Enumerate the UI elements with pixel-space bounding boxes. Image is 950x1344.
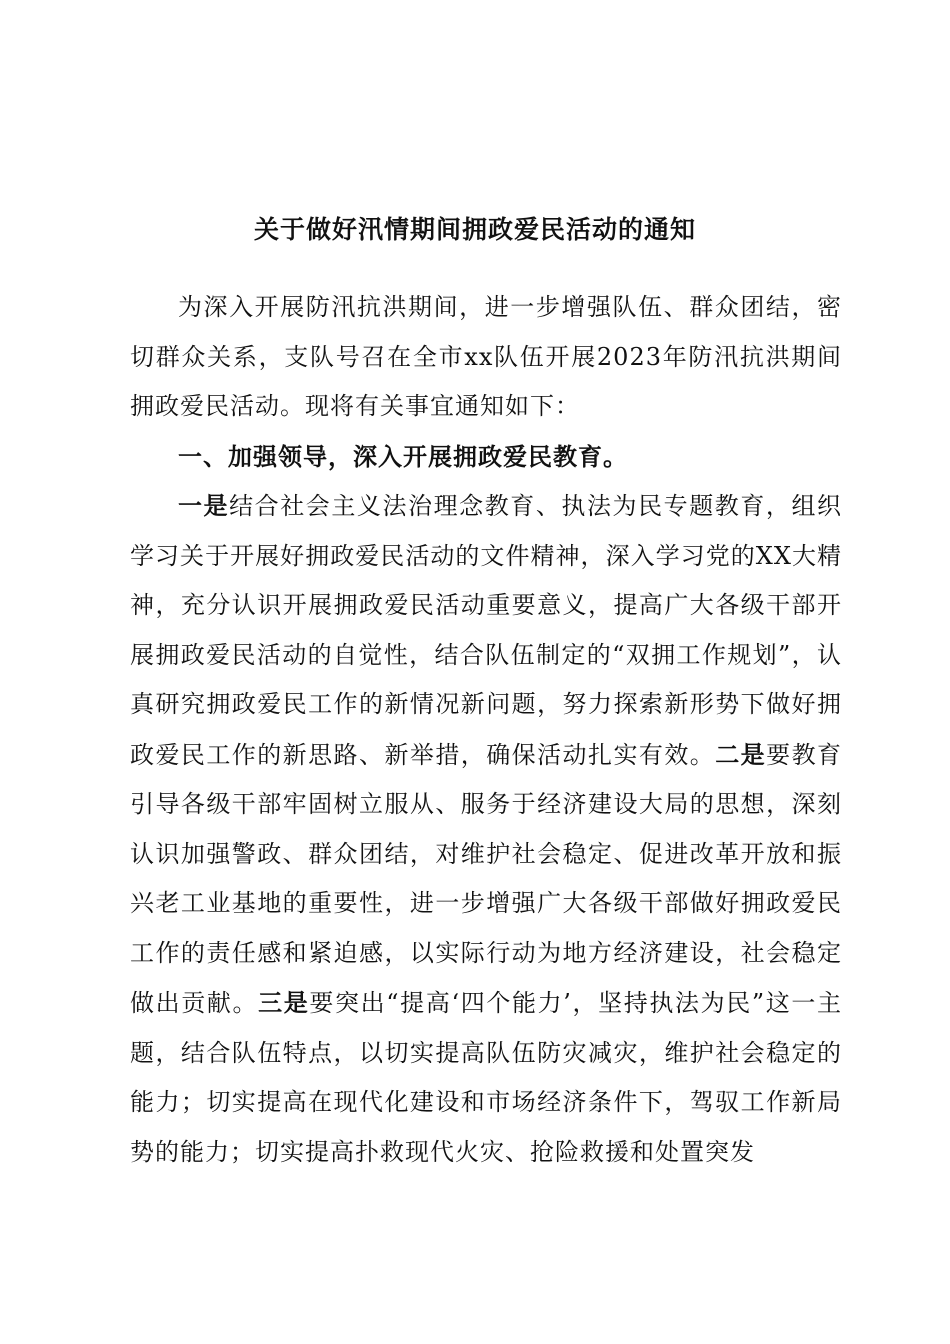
point-text-1: 结合社会主义法治理念教育、执法为民专题教育，组织学习关于开展好拥政爱民活动的文件精神，深入学习党的XX大精神，充分认识开展拥政爱民活动重要意义，提高广大各级干部开展拥政爱民活动的自觉性，结合队伍制定的“双拥工作规划”，认真研究拥政爱民工作的新情况新问题，努力探索新形势下做好拥政爱民工作的新思路、新举措，确保活动扎实有效。 [130, 492, 843, 769]
section-heading-1: 一、加强领导，深入开展拥政爱民教育。 [178, 441, 628, 471]
point-label-2: 二是 [715, 739, 767, 769]
section-1-paragraph [130, 481, 842, 1177]
point-label-3: 三是 [258, 988, 310, 1017]
point-text-2: 要教育引导各级干部牢固树立服从、服务于经济建设大局的思想，深刻认识加强警政、群众团结，对维护社会稳定、促进改革开放和振兴老工业基地的重要性，进一步增强广大各级干部做好拥政爱民工作的责任感和紧迫感，以实际行动为地方经济建设，社会稳定做出贡献。 [130, 740, 843, 1017]
point-label-1: 一是 [178, 491, 230, 520]
document-body [130, 283, 842, 1177]
intro-paragraph: 为深入开展防汛抗洪期间，进一步增强队伍、群众团结，密切群众关系，支队号召在全市xx队伍开展2023年防汛抗洪期间拥政爱民活动。现将有关事宜通知如下： [130, 293, 842, 420]
document-title: 关于做好汛情期间拥政爱民活动的通知 [253, 215, 696, 244]
point-text-3: 要突出“提高‘四个能力’，坚持执法为民”这一主题，结合队伍特点，以切实提高队伍防灾减灾，维护社会稳定的能力；切实提高在现代化建设和市场经济条件下，驾驭工作新局势的能力；切实提高扑救现代火灾、抢险救援和处置突发 [130, 989, 843, 1166]
